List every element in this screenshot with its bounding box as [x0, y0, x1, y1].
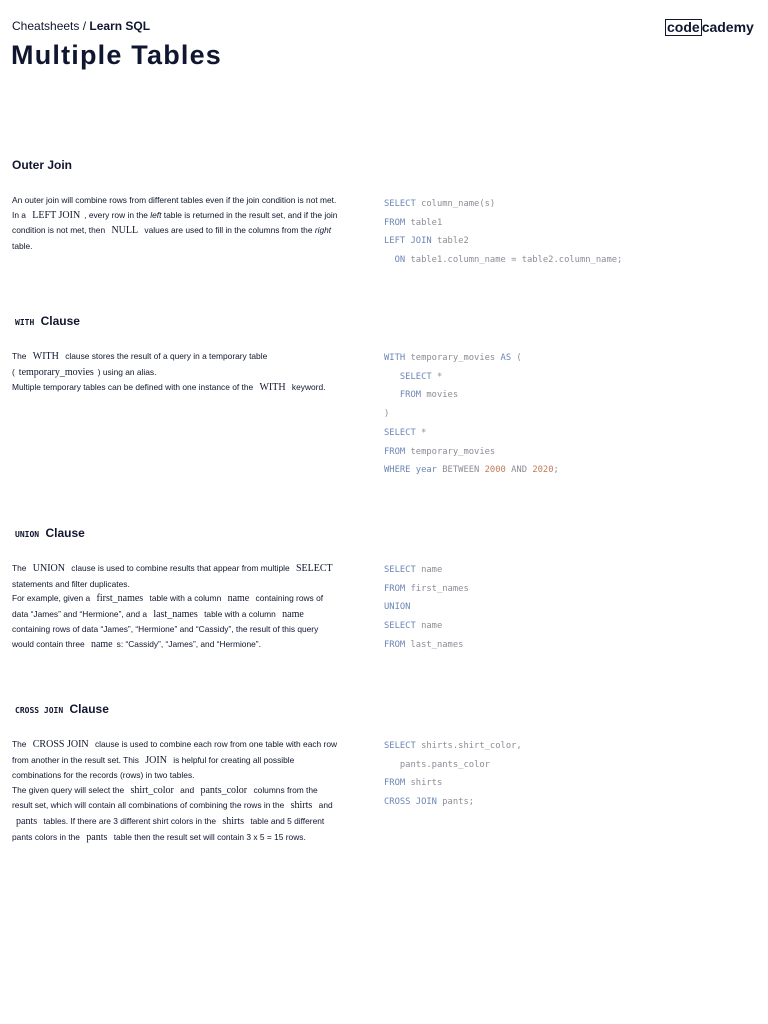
desc-text: Multiple temporary tables can be defined with one instance of the [12, 382, 256, 393]
code-keyword: SELECT [384, 741, 416, 751]
code-keyword: SELECT [384, 199, 416, 209]
code-number: 2000 [484, 465, 506, 476]
code-text: * [431, 371, 443, 382]
desc-text: statements and filter duplicates. [12, 578, 130, 589]
breadcrumb-cheatsheets-link[interactable]: Cheatsheets [12, 19, 80, 33]
desc-text: , every row in the [84, 209, 151, 220]
code-text: movies [421, 390, 459, 401]
logo-box-text: code [667, 19, 700, 35]
desc-text: s: “Cassidy”, “James”, and “Hermione”. [116, 638, 261, 649]
code-keyword: AS [500, 353, 512, 363]
inline-code: SELECT [295, 563, 333, 574]
desc-text: containing rows of data “James”, “Hermione” and “Cassidy”, the result of this query would contain three [12, 624, 319, 649]
desc-text: values are used to fill in the columns from the [142, 225, 315, 236]
desc-text: The [12, 563, 29, 573]
code-block [384, 561, 469, 655]
code-keyword: FROM [384, 583, 406, 594]
section-description [12, 561, 340, 653]
desc-text: table is returned in the result set, and if the join condition is not met, then [12, 209, 338, 236]
inline-code: shirts [290, 800, 313, 812]
code-text: ; [553, 465, 559, 476]
desc-text: clause stores the result of a query in a temporary table ( [12, 351, 268, 377]
heading-text: Clause [69, 702, 109, 716]
desc-text: keyword. [289, 382, 326, 393]
code-text: temporary_movies [405, 446, 496, 457]
code-keyword: ON [394, 255, 406, 266]
heading-keyword: CROSS JOIN [15, 706, 64, 715]
code-keyword: SELECT [399, 371, 432, 382]
code-keyword: UNION [384, 602, 411, 613]
code-keyword: FROM [384, 217, 406, 228]
code-indent [384, 255, 395, 265]
code-number: 2020 [532, 465, 554, 476]
inline-code: temporary_movies [18, 366, 94, 378]
inline-code: name [90, 638, 113, 650]
code-text: * [415, 427, 427, 438]
desc-text: The [12, 351, 29, 361]
section-description [12, 737, 340, 845]
code-keyword: FROM [384, 778, 406, 789]
breadcrumb-current: Learn SQL [89, 19, 151, 33]
code-block [384, 195, 622, 270]
desc-emphasis: right [314, 225, 332, 236]
code-text: AND [505, 465, 533, 476]
code-keyword: CROSS JOIN [384, 797, 437, 808]
inline-code: shirts [222, 815, 244, 827]
code-keyword: FROM [384, 639, 406, 650]
code-text: column_name(s) [415, 199, 496, 209]
code-indent [384, 760, 400, 770]
code-keyword: FROM [399, 390, 422, 401]
code-text: shirts [405, 778, 443, 789]
inline-code: name [282, 608, 304, 620]
inline-code: JOIN [145, 754, 167, 766]
code-text: pants.pants_color [399, 759, 490, 770]
desc-text: For example, given a [12, 593, 93, 604]
inline-code: CROSS JOIN [32, 739, 89, 750]
code-indent [384, 372, 400, 382]
code-text: table2 [431, 236, 469, 247]
inline-code: NULL [111, 225, 139, 237]
desc-text: table. [12, 240, 33, 251]
desc-emphasis: left [150, 209, 162, 220]
inline-code: last_names [153, 608, 198, 620]
inline-code: WITH [259, 382, 286, 394]
code-text: pants; [436, 797, 475, 808]
desc-text: tables. If there are 3 different shirt colors in the [41, 815, 219, 826]
codecademy-logo[interactable] [665, 18, 754, 37]
logo-rest-text: cademy [701, 19, 754, 35]
code-keyword: SELECT [384, 427, 416, 438]
code-block [384, 737, 522, 812]
desc-text: clause is used to combine each row from one table with each row from another in the result set. This [12, 739, 338, 765]
code-keyword: WITH [384, 353, 406, 363]
desc-text: table with a column [147, 593, 224, 604]
desc-text: is helpful for creating all possible combinations for the records (rows) in two tables. [12, 754, 295, 781]
section-description [12, 349, 340, 396]
desc-text: The given query will select the [12, 784, 127, 795]
desc-text: ) using an alias. [97, 366, 157, 377]
code-keyword: year [410, 465, 437, 476]
code-text: ) [384, 409, 390, 420]
desc-text: table with a column [201, 608, 279, 619]
inline-code: UNION [32, 563, 65, 574]
inline-code: pants_color [200, 784, 248, 796]
desc-text: and [177, 784, 197, 795]
desc-text: An outer join will combine rows from different tables even if the join condition is not met. In a [12, 195, 337, 220]
code-text: temporary_movies [405, 353, 501, 363]
section-heading [12, 526, 85, 540]
inline-code: name [227, 593, 250, 605]
code-text: name [415, 621, 443, 632]
section-heading [12, 314, 80, 328]
code-text: ( [511, 353, 522, 363]
code-indent [384, 390, 400, 400]
desc-text: containing rows of data “James” and “Hermione”, and a [12, 593, 324, 619]
desc-text: clause is used to combine results that appear from multiple [68, 563, 292, 573]
heading-keyword: UNION [15, 530, 40, 539]
desc-text: and [316, 800, 333, 811]
code-text: shirts.shirt_color, [415, 741, 522, 751]
code-text: last_names [405, 639, 464, 650]
code-keyword: FROM [384, 446, 406, 457]
desc-text: columns from the result set, which will contain all combinations of combining the rows in the [12, 784, 318, 811]
code-text: table1.column_name = table2.column_name; [405, 255, 623, 266]
code-text: table1 [405, 217, 443, 228]
code-text: BETWEEN [436, 465, 485, 476]
section-heading [12, 702, 109, 716]
section-heading: Outer Join [12, 158, 73, 172]
code-keyword: WHERE [384, 465, 411, 476]
code-keyword: SELECT [384, 565, 416, 575]
code-keyword: SELECT [384, 621, 416, 632]
breadcrumb [12, 19, 150, 33]
code-keyword: LEFT JOIN [384, 236, 432, 247]
code-text: name [415, 565, 443, 575]
heading-keyword: WITH [15, 318, 35, 327]
heading-text: Clause [40, 314, 80, 328]
section-description [12, 193, 340, 253]
inline-code: LEFT JOIN [32, 209, 81, 221]
heading-text: Clause [45, 526, 85, 540]
desc-text: The [12, 739, 29, 749]
code-block [384, 349, 559, 480]
desc-text: table then the result set will contain 3 x 5 = 15 rows. [111, 831, 306, 842]
inline-code: shirt_color [130, 784, 174, 796]
inline-code: pants [16, 815, 38, 827]
page-title: Multiple Tables [11, 40, 223, 70]
desc-text: table and 5 different pants colors in the [12, 815, 325, 842]
inline-code: first_names [96, 593, 144, 605]
inline-code: WITH [32, 351, 59, 362]
inline-code: pants [86, 831, 108, 843]
breadcrumb-separator: / [79, 19, 90, 33]
code-text: first_names [405, 583, 469, 594]
